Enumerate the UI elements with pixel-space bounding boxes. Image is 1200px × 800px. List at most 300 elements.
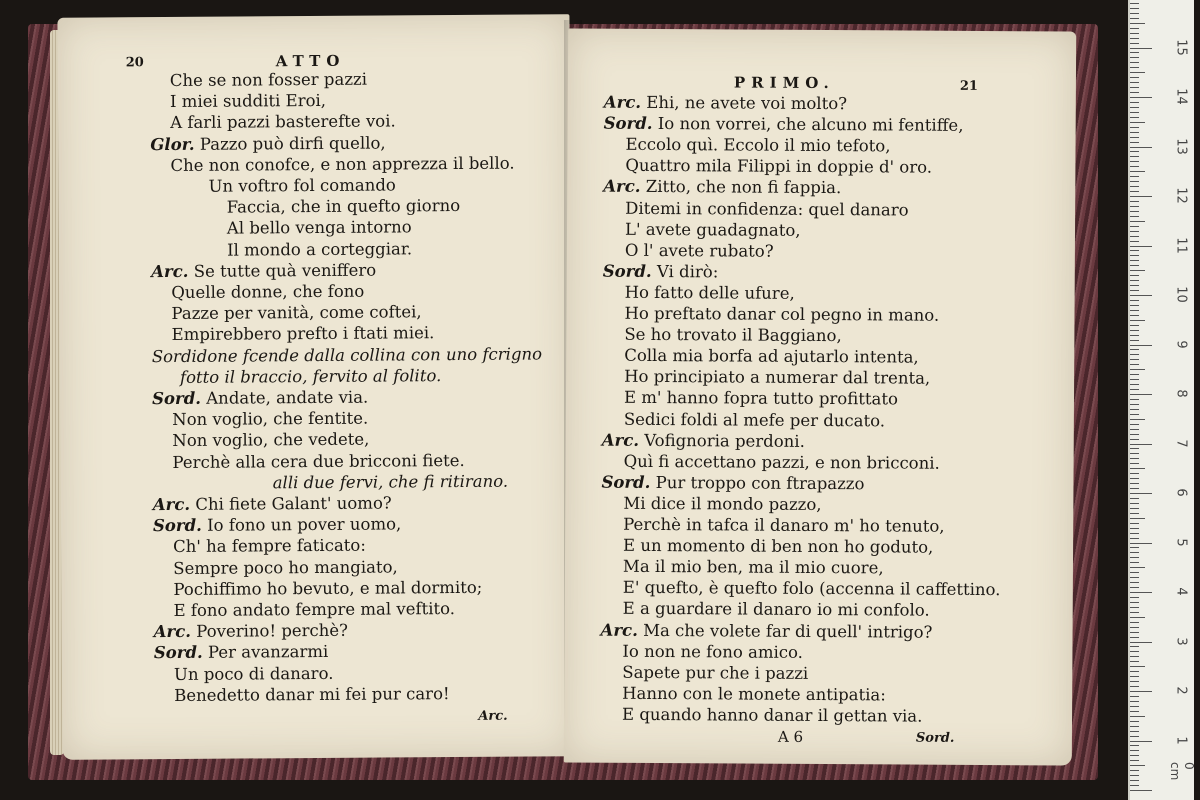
- ruler-tick: [1130, 696, 1139, 697]
- ruler-tick: [1130, 760, 1139, 761]
- speaker-name: Sord.: [152, 388, 202, 409]
- ruler-tick: [1130, 132, 1139, 133]
- right-page: [564, 28, 1076, 765]
- ruler-tick: [1130, 453, 1139, 454]
- ruler-tick: [1130, 612, 1139, 613]
- line-text: Quì fi accettano pazzi, e non bricconi.: [623, 451, 940, 473]
- text-line: [625, 240, 774, 261]
- ruler-tick: [1130, 666, 1145, 667]
- text-line: [170, 112, 396, 134]
- text-line: [173, 578, 482, 600]
- ruler-tick: [1130, 176, 1139, 177]
- ruler-tick: [1130, 592, 1152, 593]
- left-catchword: Arc.: [478, 708, 508, 724]
- line-text: Che non conofce, e non apprezza il bello.: [170, 153, 515, 175]
- text-line: [603, 177, 841, 198]
- ruler-tick: [1130, 493, 1152, 494]
- ruler-tick: [1130, 270, 1145, 271]
- ruler-tick: [1130, 686, 1139, 687]
- speaker-name: Arc.: [603, 92, 642, 112]
- ruler-tick: [1130, 671, 1139, 672]
- line-text: Vi dirò:: [656, 261, 719, 282]
- line-text: Benedetto danar mi fei pur caro!: [174, 683, 450, 705]
- ruler-tick: [1130, 250, 1139, 251]
- text-line: [174, 684, 450, 706]
- text-line: [173, 599, 455, 621]
- ruler-tick: [1130, 478, 1139, 479]
- ruler-tick: [1130, 448, 1139, 449]
- text-line: [153, 515, 401, 537]
- line-text: E un momento di ben non ho goduto,: [623, 535, 934, 557]
- line-text: Il mondo a corteggiar.: [226, 238, 413, 260]
- line-text: Mi dice il mondo pazzo,: [623, 493, 822, 514]
- line-text: Empirebbero prefto i ftati miei.: [171, 323, 435, 345]
- text-line: [172, 409, 368, 430]
- ruler-tick: [1130, 23, 1145, 24]
- ruler-number: 10: [1173, 286, 1189, 303]
- ruler-tick: [1130, 513, 1139, 514]
- ruler-number: 12: [1173, 187, 1189, 204]
- ruler-tick: [1130, 651, 1139, 652]
- ruler-tick: [1130, 661, 1139, 662]
- ruler-tick: [1130, 577, 1139, 578]
- ruler-tick: [1130, 359, 1139, 360]
- text-line: [173, 536, 366, 557]
- ruler-number: 9: [1173, 339, 1189, 349]
- ruler-tick: [1130, 404, 1139, 405]
- speaker-name: Glor.: [150, 134, 195, 154]
- text-line: [625, 219, 801, 240]
- text-line: [173, 557, 398, 579]
- ruler-number: 15: [1173, 38, 1189, 56]
- ruler-tick: [1130, 726, 1139, 727]
- ruler-tick: [1130, 48, 1152, 49]
- line-text: Ho fatto delle ufure,: [624, 282, 795, 303]
- ruler-tick: [1130, 379, 1139, 380]
- ruler-tick: [1130, 166, 1139, 167]
- line-text: Ma che volete far di quell' intrigo?: [643, 620, 933, 642]
- ruler-tick: [1130, 226, 1139, 227]
- line-text: Ch' ha fempre faticato:: [173, 536, 366, 557]
- line-text: Quelle donne, che fono: [171, 281, 365, 303]
- text-line: [152, 388, 368, 410]
- line-text: alli due fervi, che fi ritirano.: [272, 471, 509, 493]
- ruler-tick: [1130, 290, 1139, 291]
- ruler-tick: [1130, 300, 1139, 301]
- ruler-tick: [1130, 731, 1139, 732]
- ruler-tick: [1130, 399, 1139, 400]
- line-text: Non voglio, che fentite.: [172, 408, 369, 430]
- ruler-tick: [1130, 691, 1152, 692]
- ruler-tick: [1130, 533, 1139, 534]
- ruler-tick: [1130, 295, 1152, 296]
- speaker-name: Arc.: [151, 261, 189, 281]
- ruler-tick: [1130, 310, 1139, 311]
- ruler-tick: [1130, 52, 1139, 53]
- text-line: [622, 641, 803, 662]
- ruler-tick: [1130, 755, 1139, 756]
- ruler-tick: [1130, 191, 1139, 192]
- ruler-tick: [1130, 587, 1139, 588]
- right-page-number: 21: [959, 78, 979, 94]
- ruler-tick: [1130, 280, 1139, 281]
- speaker-name: Arc.: [601, 430, 640, 450]
- line-text: Quattro mila Filippi in doppie d' oro.: [625, 156, 933, 177]
- ruler-tick: [1130, 241, 1139, 242]
- line-text: Poverino! perchè?: [196, 620, 349, 642]
- line-text: Che se non fosser pazzi: [169, 69, 368, 91]
- ruler-tick: [1130, 419, 1145, 420]
- line-text: Pochiffimo ho bevuto, e mal dormito;: [173, 577, 483, 599]
- ruler-tick: [1130, 354, 1139, 355]
- signature-mark: A 6: [777, 727, 804, 746]
- ruler-tick: [1130, 468, 1145, 469]
- line-text: Se tutte quà veniffero: [193, 260, 377, 281]
- line-text: Al bello venga intorno: [226, 217, 412, 239]
- ruler-number: 11: [1173, 236, 1189, 254]
- ruler-tick: [1130, 62, 1139, 63]
- line-text: Sapete pur che i pazzi: [622, 662, 809, 683]
- speaker-name: Arc.: [152, 494, 191, 515]
- ruler-number: 7: [1173, 438, 1189, 448]
- text-line: [625, 283, 795, 304]
- line-text: Hanno con le monete antipatia:: [622, 683, 886, 705]
- line-text: Un poco di danaro.: [173, 663, 334, 684]
- ruler-tick: [1130, 557, 1139, 558]
- line-text: Se ho trovato il Baggiano,: [624, 324, 842, 346]
- right-catchword: Sord.: [915, 730, 955, 746]
- text-line: [623, 494, 821, 515]
- ruler-tick: [1130, 201, 1139, 202]
- ruler-tick: [1130, 790, 1152, 791]
- text-line: [624, 304, 939, 326]
- text-line: [170, 91, 326, 112]
- measuring-ruler: [1128, 0, 1194, 800]
- line-text: Perchè alla cera due bricconi fiete.: [172, 450, 465, 472]
- ruler-tick: [1130, 444, 1152, 445]
- ruler-tick: [1130, 82, 1139, 83]
- text-line: [172, 324, 435, 346]
- text-line: [624, 346, 919, 368]
- ruler-number: 2: [1173, 686, 1189, 695]
- ruler-tick: [1130, 127, 1139, 128]
- ruler-tick: [1130, 765, 1145, 766]
- ruler-number: 13: [1173, 137, 1189, 155]
- line-text: Pur troppo con ftrapazzo: [655, 472, 865, 494]
- ruler-tick: [1130, 231, 1139, 232]
- line-text: Chi fiete Galant' uomo?: [195, 493, 392, 514]
- ruler-tick: [1130, 498, 1139, 499]
- ruler-tick: [1130, 458, 1139, 459]
- line-text: Vofignoria perdoni.: [644, 430, 805, 451]
- line-text: L' avete guadagnato,: [624, 219, 801, 240]
- ruler-tick: [1130, 745, 1139, 746]
- ruler-tick: [1130, 285, 1139, 286]
- line-text: Ehi, ne avete voi molto?: [646, 92, 848, 114]
- line-text: E quando hanno danar il gettan via.: [622, 704, 923, 726]
- line-text: E m' hanno fopra tutto profittato: [623, 388, 898, 409]
- speaker-name: Sord.: [152, 515, 202, 536]
- ruler-tick: [1130, 617, 1145, 618]
- ruler-tick: [1130, 13, 1139, 14]
- ruler-tick: [1130, 582, 1139, 583]
- ruler-tick: [1130, 43, 1139, 44]
- ruler-tick: [1130, 320, 1145, 321]
- left-page-number: 20: [125, 55, 144, 71]
- text-line: [154, 642, 329, 663]
- ruler-tick: [1130, 780, 1139, 781]
- ruler-tick: [1130, 424, 1139, 425]
- line-text: Ho principiato a numerar dal trenta,: [624, 367, 931, 388]
- ruler-tick: [1130, 77, 1139, 78]
- ruler-tick: [1130, 260, 1139, 261]
- speaker-name: Sord.: [601, 472, 651, 492]
- text-line: [622, 705, 922, 727]
- text-line: [625, 156, 932, 178]
- ruler-tick: [1130, 186, 1139, 187]
- line-text: E fono andato fempre mal veftito.: [173, 599, 456, 620]
- ruler-tick: [1130, 389, 1139, 390]
- line-text: Ditemi in confidenza: quel danaro: [625, 198, 909, 220]
- ruler-tick: [1130, 216, 1139, 217]
- text-line: [624, 367, 930, 389]
- text-line: [604, 93, 847, 114]
- ruler-tick: [1130, 107, 1139, 108]
- speaker-name: Sord.: [603, 113, 653, 134]
- line-text: Ho preftato danar col pegno in mano.: [624, 303, 940, 325]
- ruler-tick: [1130, 236, 1139, 237]
- ruler-tick: [1130, 325, 1139, 326]
- ruler-tick: [1130, 364, 1139, 365]
- ruler-number: 14: [1173, 88, 1189, 105]
- text-line: [170, 153, 514, 175]
- speaker-name: Sord.: [602, 261, 652, 281]
- ruler-number: 5: [1173, 537, 1189, 547]
- ruler-tick: [1130, 562, 1139, 563]
- ruler-tick: [1130, 102, 1139, 103]
- ruler-tick: [1130, 622, 1139, 623]
- ruler-tick: [1130, 463, 1139, 464]
- ruler-tick: [1130, 711, 1139, 712]
- text-line: [603, 261, 719, 282]
- ruler-tick: [1130, 330, 1139, 331]
- text-line: [622, 684, 886, 706]
- ruler-tick: [1130, 503, 1139, 504]
- line-text: Faccia, che in quefto giorno: [226, 196, 461, 217]
- text-line: [151, 260, 376, 282]
- text-line: [624, 409, 885, 431]
- ruler-tick: [1130, 349, 1139, 350]
- ruler-tick: [1130, 508, 1139, 509]
- ruler-tick: [1130, 414, 1139, 415]
- line-text: Un voftro fol comando: [208, 175, 396, 196]
- ruler-tick: [1130, 775, 1139, 776]
- ruler-tick: [1130, 473, 1139, 474]
- speaker-name: Arc.: [603, 177, 641, 197]
- ruler-tick: [1130, 642, 1152, 643]
- line-text: Per avanzarmi: [207, 642, 329, 663]
- ruler-tick: [1130, 523, 1139, 524]
- ruler-number: 8: [1173, 389, 1189, 398]
- text-line: [602, 430, 805, 451]
- text-line: [273, 471, 509, 493]
- ruler-tick: [1130, 38, 1139, 39]
- line-text: A farli pazzi basterefte voi.: [170, 111, 396, 133]
- ruler-tick: [1130, 72, 1145, 73]
- ruler-tick: [1130, 57, 1139, 58]
- line-text: Io non ne fono amico.: [622, 641, 804, 662]
- ruler-tick: [1130, 28, 1139, 29]
- ruler-tick: [1130, 181, 1139, 182]
- line-text: I miei sudditi Eroi,: [169, 91, 327, 112]
- ruler-tick: [1130, 770, 1139, 771]
- ruler-number: 3: [1173, 636, 1189, 646]
- ruler-tick: [1130, 156, 1139, 157]
- right-running-head: PRIMO.: [733, 73, 835, 93]
- line-text: Sempre poco ho mangiato,: [173, 557, 398, 578]
- ruler-tick: [1130, 439, 1139, 440]
- line-text: Io fono un pover uomo,: [207, 514, 402, 535]
- left-page: [57, 14, 574, 760]
- ruler-tick: [1130, 112, 1139, 113]
- ruler-tick: [1130, 275, 1139, 276]
- ruler-tick: [1130, 3, 1139, 4]
- ruler-tick: [1130, 345, 1152, 346]
- ruler-tick: [1130, 483, 1139, 484]
- ruler-tick: [1130, 122, 1145, 123]
- ruler-tick: [1130, 8, 1139, 9]
- ruler-tick: [1130, 409, 1139, 410]
- ruler-tick: [1130, 374, 1139, 375]
- ruler-tick: [1130, 87, 1139, 88]
- text-line: [170, 70, 367, 91]
- ruler-tick: [1130, 488, 1139, 489]
- ruler-tick: [1130, 137, 1139, 138]
- ruler-tick: [1130, 206, 1139, 207]
- ruler-tick: [1130, 572, 1139, 573]
- ruler-tick: [1130, 721, 1139, 722]
- line-text: E a guardare il danaro io mi confolo.: [622, 599, 930, 621]
- text-line: [604, 114, 964, 136]
- ruler-tick: [1130, 597, 1139, 598]
- left-running-head: ATTO: [275, 51, 346, 71]
- ruler-tick: [1130, 434, 1139, 435]
- text-line: [625, 135, 890, 157]
- ruler-tick: [1130, 18, 1139, 19]
- ruler-number: 1: [1173, 735, 1189, 745]
- ruler-tick: [1130, 607, 1139, 608]
- line-text: Perchè in tafca il danaro m' ho tenuto,: [623, 514, 945, 536]
- ruler-number: 4: [1173, 587, 1189, 596]
- ruler-tick: [1130, 196, 1152, 197]
- ruler-tick: [1130, 681, 1139, 682]
- ruler-tick: [1130, 785, 1139, 786]
- ruler-tick: [1130, 384, 1139, 385]
- ruler-tick: [1130, 547, 1139, 548]
- line-text: fotto il braccio, fervito al folito.: [179, 365, 442, 387]
- ruler-tick: [1130, 161, 1139, 162]
- text-line: [172, 430, 369, 451]
- ruler-tick: [1130, 538, 1139, 539]
- ruler-tick: [1130, 716, 1145, 717]
- line-text: Pazze per vanità, come coftei,: [171, 302, 422, 324]
- text-line: [601, 620, 933, 642]
- speaker-name: Arc.: [600, 620, 638, 640]
- text-line: [180, 366, 442, 388]
- ruler-tick: [1130, 335, 1139, 336]
- line-text: Non voglio, che vedete,: [172, 430, 370, 451]
- text-line: [625, 198, 909, 220]
- text-line: [623, 536, 933, 558]
- text-line: [623, 557, 884, 579]
- ruler-unit-label: 0 cm: [1168, 762, 1196, 781]
- ruler-tick: [1130, 676, 1139, 677]
- text-line: [624, 325, 841, 346]
- ruler-tick: [1130, 637, 1139, 638]
- ruler-tick: [1130, 142, 1139, 143]
- text-line: [152, 344, 542, 367]
- text-line: [171, 302, 421, 324]
- line-text: E' quefto, è quefto folo (accenna il caffettino.: [622, 578, 1001, 600]
- text-line: [623, 599, 930, 621]
- ruler-number: 6: [1173, 488, 1189, 497]
- text-line: [622, 662, 808, 683]
- line-text: Andate, andate via.: [206, 387, 369, 408]
- text-line: [623, 515, 944, 537]
- ruler-tick: [1130, 736, 1139, 737]
- text-line: [227, 239, 412, 260]
- line-text: Colla mia borfa ad ajutarlo intenta,: [624, 345, 919, 367]
- ruler-tick: [1130, 265, 1139, 266]
- line-text: Eccolo quì. Eccolo il mio tefoto,: [625, 134, 891, 156]
- ruler-tick: [1130, 369, 1145, 370]
- ruler-tick: [1130, 221, 1145, 222]
- line-text: Zitto, che non fi fappia.: [645, 177, 842, 198]
- text-line: [624, 388, 898, 410]
- line-text: Io non vorrei, che alcuno mi fentiffe,: [657, 114, 964, 135]
- text-line: [623, 578, 1001, 600]
- ruler-tick: [1130, 211, 1139, 212]
- text-line: [172, 451, 464, 473]
- text-line: [153, 493, 392, 515]
- line-text: Ma il mio ben, ma il mio cuore,: [622, 556, 884, 578]
- ruler-tick: [1130, 602, 1139, 603]
- ruler-tick: [1130, 67, 1139, 68]
- speaker-name: Arc.: [153, 622, 192, 642]
- ruler-tick: [1130, 97, 1152, 98]
- line-text: Sedici foldi al mefe per ducato.: [623, 409, 886, 430]
- text-line: [171, 282, 364, 303]
- text-line: [174, 663, 334, 684]
- ruler-tick: [1130, 741, 1152, 742]
- line-text: Pazzo può dirfi quello,: [199, 133, 386, 154]
- ruler-tick: [1130, 706, 1139, 707]
- ruler-tick: [1130, 528, 1139, 529]
- ruler-tick: [1130, 315, 1139, 316]
- ruler-tick: [1130, 151, 1139, 152]
- text-line: [624, 451, 940, 473]
- ruler-tick: [1130, 33, 1139, 34]
- ruler-tick: [1130, 255, 1139, 256]
- ruler-tick: [1130, 552, 1139, 553]
- ruler-tick: [1130, 646, 1139, 647]
- ruler-tick: [1130, 429, 1139, 430]
- ruler-tick: [1130, 567, 1145, 568]
- ruler-tick: [1130, 518, 1145, 519]
- text-line: [154, 621, 348, 642]
- line-text: O l' avete rubato?: [624, 240, 774, 261]
- ruler-tick: [1130, 92, 1139, 93]
